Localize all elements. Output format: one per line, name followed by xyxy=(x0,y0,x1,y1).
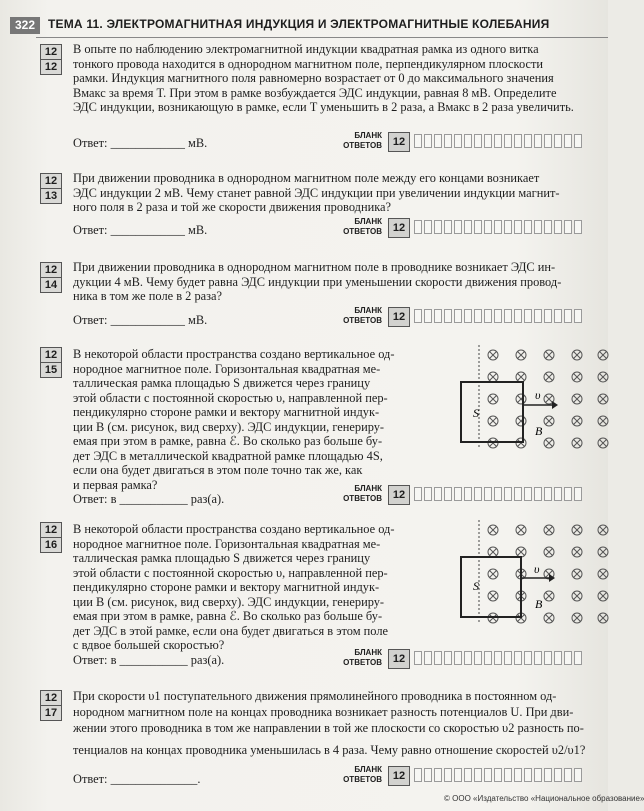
label-line: ОТВЕТОВ xyxy=(343,775,382,784)
badge-task-number: 12 xyxy=(41,59,61,74)
answer-cell[interactable] xyxy=(434,768,442,782)
answer-cell[interactable] xyxy=(464,651,472,665)
answer-cell[interactable] xyxy=(464,220,472,234)
field-cross-icon xyxy=(572,613,582,623)
answer-cell[interactable] xyxy=(474,220,482,234)
answer-cell[interactable] xyxy=(554,220,562,234)
answer-cell[interactable] xyxy=(514,651,522,665)
answer-sheet-box xyxy=(320,216,610,240)
field-cross-icon xyxy=(544,372,554,382)
answer-cell[interactable] xyxy=(434,651,442,665)
answer-sheet-box xyxy=(320,305,610,329)
answer-cell[interactable] xyxy=(574,651,582,665)
answer-sheet-label xyxy=(332,765,382,785)
label-line: ОТВЕТОВ xyxy=(343,494,382,503)
text-line: и первая рамка? xyxy=(73,477,158,492)
badge-task-number: 17 xyxy=(41,705,61,720)
answer-cells[interactable] xyxy=(414,309,582,323)
answer-label: Ответ: xyxy=(73,772,111,786)
answer-cell[interactable] xyxy=(504,220,512,234)
frame-area-label: S xyxy=(473,579,479,593)
answer-sheet-number: 12 xyxy=(388,766,410,786)
answer-cell[interactable] xyxy=(554,487,562,501)
answer-unit: мВ. xyxy=(184,136,208,150)
field-label: B xyxy=(535,597,543,611)
answer-cells[interactable] xyxy=(414,487,582,501)
answer-cell[interactable] xyxy=(454,309,462,323)
field-cross-icon xyxy=(572,591,582,601)
header-divider xyxy=(36,37,608,38)
badge-line: 12 xyxy=(44,349,58,361)
answer-cell[interactable] xyxy=(434,134,442,148)
answer-cell[interactable] xyxy=(474,309,482,323)
task-badge xyxy=(40,173,62,204)
field-cross-icon xyxy=(572,569,582,579)
field-cross-icon xyxy=(598,438,608,448)
label-line: БЛАНК xyxy=(354,765,382,774)
badge-line: 12 xyxy=(44,264,58,276)
task-badge xyxy=(40,44,62,75)
answer-cell[interactable] xyxy=(424,487,432,501)
answer-unit: мВ. xyxy=(184,223,208,237)
answer-sheet-box xyxy=(320,130,610,154)
answer-cell[interactable] xyxy=(544,220,552,234)
answer-cell[interactable] xyxy=(424,309,432,323)
magnetic-field-figure xyxy=(445,520,608,630)
answer-cell[interactable] xyxy=(464,487,472,501)
topic-header: ТЕМА 11. ЭЛЕКТРОМАГНИТНАЯ ИНДУКЦИЯ И ЭЛЕКТРОМАГНИТНЫЕ КОЛЕБАНИЯ xyxy=(48,17,550,31)
field-cross-icon xyxy=(488,525,498,535)
answer-cell[interactable] xyxy=(434,220,442,234)
label-line: ОТВЕТОВ xyxy=(343,658,382,667)
task-badge xyxy=(40,262,62,293)
answer-cell[interactable] xyxy=(414,134,422,148)
field-cross-icon xyxy=(572,525,582,535)
field-cross-icon xyxy=(598,547,608,557)
field-cross-icon xyxy=(598,591,608,601)
field-cross-icon xyxy=(488,350,498,360)
field-cross-icon xyxy=(572,416,582,426)
field-cross-icon xyxy=(516,372,526,382)
answer-sheet-box xyxy=(320,647,610,671)
text-line: тенциалов на концах проводника уменьшилась в 4 раза. Чему равно отношение скоростей υ2/υ1? xyxy=(73,743,586,757)
answer-cell[interactable] xyxy=(564,487,572,501)
answer-cell[interactable] xyxy=(444,220,452,234)
label-line: БЛАНК xyxy=(354,648,382,657)
answer-cell[interactable] xyxy=(464,768,472,782)
answer-cell[interactable] xyxy=(524,487,532,501)
text-line: таллическая рамка площадью S движется через границу xyxy=(73,376,371,390)
answer-cell[interactable] xyxy=(484,309,492,323)
answer-sheet-label xyxy=(332,306,382,326)
text-line: этой области с постоянной скоростью υ, направленной пер- xyxy=(73,565,388,580)
answer-cells[interactable] xyxy=(414,651,582,665)
answer-cell[interactable] xyxy=(524,309,532,323)
text-line: ника в том же поле в 2 раза? xyxy=(73,289,223,303)
answer-cell[interactable] xyxy=(444,487,452,501)
answer-cell[interactable] xyxy=(474,134,482,148)
answer-cell[interactable] xyxy=(424,134,432,148)
answer-sheet-number: 12 xyxy=(388,307,410,327)
field-label: B xyxy=(535,424,543,438)
text-line: ЭДС индукции 2 мВ. Чему станет равной ЭДС индукции при увеличении индукции магнит- xyxy=(73,185,560,200)
square-frame xyxy=(461,557,521,617)
answer-cell[interactable] xyxy=(544,651,552,665)
answer-sheet-box xyxy=(320,764,610,788)
text-line: с вдвое большей скоростью? xyxy=(73,638,225,652)
answer-cell[interactable] xyxy=(454,487,462,501)
answer-cell[interactable] xyxy=(414,768,422,782)
answer-cells[interactable] xyxy=(414,220,582,234)
answer-sheet-label xyxy=(332,484,382,504)
answer-cell[interactable] xyxy=(454,651,462,665)
field-cross-icon xyxy=(598,613,608,623)
answer-cell[interactable] xyxy=(414,651,422,665)
field-cross-icon xyxy=(598,525,608,535)
field-crosses xyxy=(488,350,608,448)
answer-cell[interactable] xyxy=(494,487,502,501)
answer-cell[interactable] xyxy=(534,134,542,148)
field-cross-icon xyxy=(544,525,554,535)
text-line: рамки. Индукция магнитного поля равномерно возрастает от 0 до максимального значения xyxy=(73,71,554,85)
answer-cell[interactable] xyxy=(484,487,492,501)
answer-cell[interactable] xyxy=(414,309,422,323)
magnetic-field-figure xyxy=(445,345,608,455)
answer-line xyxy=(73,223,207,238)
answer-sheet-number: 12 xyxy=(388,218,410,238)
field-cross-icon xyxy=(544,438,554,448)
answer-cell[interactable] xyxy=(544,487,552,501)
text-line: жении этого проводника в том же направлении в той же плоскости со скоростью υ2 разность по- xyxy=(73,721,584,735)
text-line: При движении проводника в однородном магнитном поле в проводнике возникает ЭДС ин- xyxy=(73,260,556,274)
answer-cell[interactable] xyxy=(494,134,502,148)
field-cross-icon xyxy=(598,416,608,426)
answer-cell[interactable] xyxy=(534,220,542,234)
label-line: ОТВЕТОВ xyxy=(343,141,382,150)
task-text xyxy=(73,522,445,653)
field-cross-icon xyxy=(544,613,554,623)
answer-cell[interactable] xyxy=(444,768,452,782)
answer-cell[interactable] xyxy=(494,651,502,665)
answer-line xyxy=(73,492,224,507)
text-line: Bмакс за время T. При этом в рамке возбуждается ЭДС индукции, равная 8 мВ. Определите xyxy=(73,85,557,100)
answer-unit: раз(а). xyxy=(187,492,225,506)
answer-cell[interactable] xyxy=(504,768,512,782)
answer-cell[interactable] xyxy=(574,487,582,501)
field-cross-icon xyxy=(598,372,608,382)
answer-cell[interactable] xyxy=(514,487,522,501)
answer-cells[interactable] xyxy=(414,768,582,782)
answer-sheet-number: 12 xyxy=(388,649,410,669)
answer-cell[interactable] xyxy=(564,220,572,234)
answer-unit: . xyxy=(197,772,201,786)
velocity-label: υ xyxy=(535,388,541,402)
answer-sheet-box xyxy=(320,483,610,507)
answer-sheet-label xyxy=(332,217,382,237)
field-cross-icon xyxy=(488,547,498,557)
text-line: дет ЭДС в этой рамке, если она будет двигаться в этом поле xyxy=(73,623,389,638)
text-line: В некоторой области пространства создано вертикальное од- xyxy=(73,522,395,536)
label-line: БЛАНК xyxy=(354,484,382,493)
field-cross-icon xyxy=(488,416,498,426)
answer-cell[interactable] xyxy=(504,309,512,323)
answer-cell[interactable] xyxy=(454,220,462,234)
field-cross-icon xyxy=(572,438,582,448)
frame-area-label: S xyxy=(473,406,479,420)
field-cross-icon xyxy=(572,372,582,382)
answer-cell[interactable] xyxy=(454,768,462,782)
answer-cell[interactable] xyxy=(474,651,482,665)
task-badge xyxy=(40,347,62,378)
badge-line: 12 xyxy=(44,524,58,536)
answer-cell[interactable] xyxy=(554,134,562,148)
answer-cell[interactable] xyxy=(564,309,572,323)
answer-cell[interactable] xyxy=(474,768,482,782)
badge-task-number: 14 xyxy=(41,277,61,292)
answer-cell[interactable] xyxy=(424,768,432,782)
answer-cell[interactable] xyxy=(484,651,492,665)
answer-cell[interactable] xyxy=(514,309,522,323)
answer-label: Ответ: xyxy=(73,136,111,150)
answer-cell[interactable] xyxy=(524,134,532,148)
text-line: пендикулярно стороне рамки и вектору магнитной индук- xyxy=(73,580,380,594)
task-text xyxy=(73,347,445,492)
badge-line: 12 xyxy=(44,692,58,704)
answer-field[interactable]: ___________ xyxy=(119,492,188,506)
field-cross-icon xyxy=(516,416,526,426)
answer-field[interactable]: ____________ xyxy=(110,136,185,150)
label-line: ОТВЕТОВ xyxy=(343,227,382,236)
field-cross-icon xyxy=(488,569,498,579)
answer-cell[interactable] xyxy=(544,134,552,148)
field-cross-icon xyxy=(598,350,608,360)
field-cross-icon xyxy=(516,547,526,557)
badge-task-number: 16 xyxy=(41,537,61,552)
label-line: БЛАНК xyxy=(354,131,382,140)
answer-cell[interactable] xyxy=(564,134,572,148)
text-line: если она будет двигаться в этом поле точно так же, как xyxy=(73,463,363,477)
answer-cell[interactable] xyxy=(554,309,562,323)
answer-field[interactable]: ____________ xyxy=(110,223,185,237)
answer-cell[interactable] xyxy=(444,651,452,665)
text-line: ного поля в 2 раза и той же скорости движения проводника? xyxy=(73,200,392,214)
answer-unit: раз(а). xyxy=(187,653,225,667)
text-line: При движении проводника в однородном магнитном поле между его концами возникает xyxy=(73,171,540,185)
field-crosses xyxy=(488,525,608,623)
field-cross-icon xyxy=(544,591,554,601)
answer-field[interactable]: ____________ xyxy=(110,313,185,327)
answer-cell[interactable] xyxy=(524,220,532,234)
task-text xyxy=(73,688,608,758)
field-cross-icon xyxy=(544,416,554,426)
answer-field[interactable]: ___________ xyxy=(119,653,188,667)
answer-cell[interactable] xyxy=(564,768,572,782)
answer-cell[interactable] xyxy=(444,134,452,148)
answer-cell[interactable] xyxy=(504,651,512,665)
answer-cell[interactable] xyxy=(434,487,442,501)
answer-label: Ответ: xyxy=(73,223,111,237)
text-line: нородном магнитном поле на концах проводника возникает разность потенциалов U. При дви- xyxy=(73,705,574,719)
answer-sheet-number: 12 xyxy=(388,485,410,505)
answer-sheet-number: 12 xyxy=(388,132,410,152)
answer-cell[interactable] xyxy=(534,768,542,782)
field-cross-icon xyxy=(516,525,526,535)
answer-label: Ответ: в xyxy=(73,492,120,506)
text-line: ЭДС индукции, возникающую в рамке, если T уменьшить в 2 раза, а Bмакс в 2 раза увеличить. xyxy=(73,100,574,114)
text-line: ции B (см. рисунок, вид сверху). ЭДС индукции, генериру- xyxy=(73,419,385,434)
answer-line xyxy=(73,772,200,787)
answer-line xyxy=(73,313,207,328)
answer-cell[interactable] xyxy=(574,768,582,782)
field-cross-icon xyxy=(544,350,554,360)
field-cross-icon xyxy=(572,394,582,404)
answer-line xyxy=(73,653,224,668)
text-line: В опыте по наблюдению электромагнитной индукции квадратная рамка из одного витка xyxy=(73,42,539,56)
answer-cell[interactable] xyxy=(504,487,512,501)
answer-cell[interactable] xyxy=(424,220,432,234)
text-line: дет ЭДС в металлической квадратной рамке площадью 4S, xyxy=(73,448,383,463)
answer-cell[interactable] xyxy=(484,220,492,234)
field-diagram xyxy=(445,345,608,450)
text-line: При скорости υ1 поступательного движения прямолинейного проводника в постоянном од- xyxy=(73,689,557,703)
answer-cell[interactable] xyxy=(464,309,472,323)
answer-cell[interactable] xyxy=(554,768,562,782)
answer-cell[interactable] xyxy=(414,487,422,501)
text-line: емая при этом в рамке, равна ℰ. Во сколько раз больше бу- xyxy=(73,609,383,623)
answer-sheet-label xyxy=(332,648,382,668)
field-cross-icon xyxy=(488,591,498,601)
answer-label: Ответ: xyxy=(73,313,111,327)
answer-label: Ответ: в xyxy=(73,653,120,667)
label-line: БЛАНК xyxy=(354,306,382,315)
field-cross-icon xyxy=(598,569,608,579)
answer-cell[interactable] xyxy=(574,309,582,323)
text-line: В некоторой области пространства создано вертикальное од- xyxy=(73,347,395,361)
answer-cell[interactable] xyxy=(524,651,532,665)
task-text xyxy=(73,171,608,215)
text-line: нородное магнитное поле. Горизонтальная квадратная ме- xyxy=(73,536,381,551)
answer-cell[interactable] xyxy=(544,768,552,782)
answer-cell[interactable] xyxy=(484,134,492,148)
field-cross-icon xyxy=(516,350,526,360)
badge-line: 12 xyxy=(44,46,58,58)
badge-line: 12 xyxy=(44,175,58,187)
square-frame xyxy=(461,382,523,442)
answer-cell[interactable] xyxy=(534,487,542,501)
task-text xyxy=(73,42,608,115)
field-cross-icon xyxy=(572,350,582,360)
velocity-label: υ xyxy=(534,562,540,576)
answer-cell[interactable] xyxy=(434,309,442,323)
text-line: пендикулярно стороне рамки и вектору магнитной индук- xyxy=(73,405,380,419)
answer-cell[interactable] xyxy=(494,309,502,323)
answer-cell[interactable] xyxy=(474,487,482,501)
task-text xyxy=(73,260,608,304)
copyright-footer: © ООО «Издательство «Национальное образование» xyxy=(444,794,644,803)
answer-cell[interactable] xyxy=(494,768,502,782)
badge-task-number: 15 xyxy=(41,362,61,377)
label-line: ОТВЕТОВ xyxy=(343,316,382,325)
answer-cell[interactable] xyxy=(514,220,522,234)
field-cross-icon xyxy=(572,547,582,557)
field-cross-icon xyxy=(488,394,498,404)
answer-cell[interactable] xyxy=(564,651,572,665)
answer-cell[interactable] xyxy=(414,220,422,234)
badge-task-number: 13 xyxy=(41,188,61,203)
text-line: этой области с постоянной скоростью υ, направленной пер- xyxy=(73,390,388,405)
answer-field[interactable]: ______________ xyxy=(110,772,198,786)
task-badge xyxy=(40,690,62,721)
answer-cell[interactable] xyxy=(534,651,542,665)
answer-cell[interactable] xyxy=(574,134,582,148)
task-badge xyxy=(40,522,62,553)
field-cross-icon xyxy=(598,394,608,404)
field-diagram xyxy=(445,520,608,625)
answer-cell[interactable] xyxy=(524,768,532,782)
text-line: тонкого провода находится в однородном магнитном поле, перпендикулярном плоскости xyxy=(73,56,543,71)
answer-cell[interactable] xyxy=(424,651,432,665)
answer-cell[interactable] xyxy=(454,134,462,148)
answer-cell[interactable] xyxy=(444,309,452,323)
text-line: нородное магнитное поле. Горизонтальная квадратная ме- xyxy=(73,361,381,376)
answer-unit: мВ. xyxy=(184,313,208,327)
field-cross-icon xyxy=(516,394,526,404)
answer-cell[interactable] xyxy=(534,309,542,323)
text-line: таллическая рамка площадью S движется через границу xyxy=(73,551,371,565)
answer-cell[interactable] xyxy=(544,309,552,323)
field-cross-icon xyxy=(488,372,498,382)
answer-cell[interactable] xyxy=(484,768,492,782)
arrowhead-icon xyxy=(552,401,558,409)
answer-cell[interactable] xyxy=(574,220,582,234)
answer-sheet-label xyxy=(332,131,382,151)
answer-cell[interactable] xyxy=(554,651,562,665)
label-line: БЛАНК xyxy=(354,217,382,226)
answer-cell[interactable] xyxy=(504,134,512,148)
answer-cell[interactable] xyxy=(494,220,502,234)
answer-cells[interactable] xyxy=(414,134,582,148)
answer-cell[interactable] xyxy=(464,134,472,148)
page-number: 322 xyxy=(10,17,40,34)
text-line: ции B (см. рисунок, вид сверху). ЭДС индукции, генериру- xyxy=(73,594,385,609)
text-line: дукции 4 мВ. Чему будет равна ЭДС индукции при уменьшении скорости движения провод- xyxy=(73,274,562,289)
answer-line xyxy=(73,136,207,151)
text-line: емая при этом в рамке, равна ℰ. Во сколько раз больше бу- xyxy=(73,434,383,448)
answer-cell[interactable] xyxy=(514,134,522,148)
field-cross-icon xyxy=(544,547,554,557)
answer-cell[interactable] xyxy=(514,768,522,782)
